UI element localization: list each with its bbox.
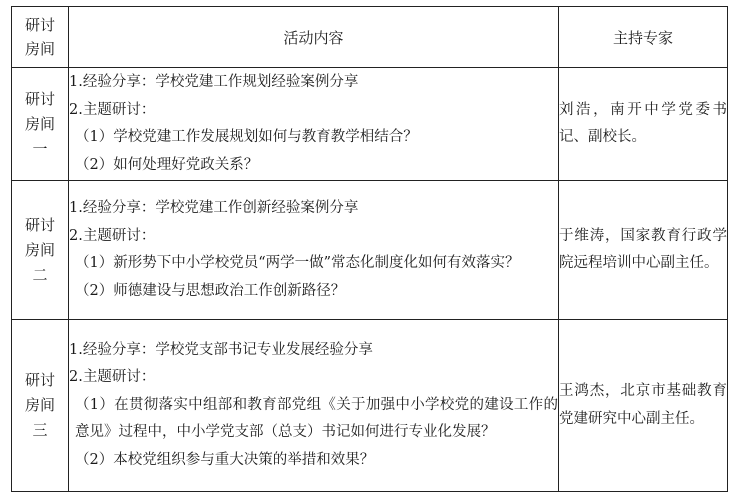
header-content: 活动内容 [69, 7, 559, 68]
room-label-line: 房间 [24, 240, 55, 259]
host-expert: 于维涛，国家教育行政学院远程培训中心副主任。 [559, 181, 728, 320]
room-label-line: 房间 [24, 114, 55, 133]
room-label-line: 房间 [24, 396, 55, 414]
host-expert: 王鸿杰，北京市基础教育党建研究中心副主任。 [559, 320, 728, 492]
room-label-line: 二 [32, 265, 48, 284]
header-room-line: 研讨 [24, 16, 55, 34]
seminar-schedule-table [11, 6, 728, 492]
activity-item: （2）本校党组织参与重大决策的举措和效果？ [75, 451, 375, 468]
activity-item: 1.经验分享：学校党建工作规划经验案例分享 [69, 74, 359, 90]
room-label-line: 一 [32, 139, 48, 158]
header-expert: 主持专家 [559, 7, 728, 68]
header-room [12, 7, 69, 68]
room-label-line: 研讨 [24, 215, 55, 234]
activity-item: 2.主题研讨： [69, 369, 156, 386]
activity-content [69, 320, 559, 492]
table-row [12, 68, 728, 181]
table-row [12, 181, 728, 320]
header-room-line: 房间 [24, 40, 55, 58]
room-label-line: 三 [32, 421, 48, 439]
activity-item: 2.主题研讨： [69, 227, 156, 244]
room-label [12, 68, 69, 181]
activity-item: （1）在贯彻落实中组部和教育部党组《关于加强中小学校党的建设工作的意见》过程中，中小学党支部（总支）书记如何进行专业化发展？ [75, 396, 558, 441]
activity-content [69, 68, 559, 181]
activity-item: 1.经验分享：学校党建工作创新经验案例分享 [69, 200, 359, 216]
table-row [12, 320, 728, 492]
room-label [12, 181, 69, 320]
room-label-line: 研讨 [24, 371, 55, 389]
activity-item: 1.经验分享：学校党支部书记专业发展经验分享 [69, 341, 373, 358]
activity-item: （1）学校党建工作发展规划如何与教育教学相结合？ [75, 129, 418, 145]
host-expert: 刘浩，南开中学党委书记、副校长。 [559, 68, 728, 181]
activity-item: （1）新形势下中小学校党员“两学一做”常态化制度化如何有效落实？ [75, 255, 520, 271]
activity-content [69, 181, 559, 320]
room-label [12, 320, 69, 492]
activity-item: （2）如何处理好党政关系？ [75, 156, 259, 173]
activity-item: 2.主题研讨： [69, 101, 156, 118]
activity-item: （2）师德建设与思想政治工作创新路径？ [75, 282, 346, 299]
table-header-row [12, 7, 728, 68]
room-label-line: 研讨 [24, 89, 55, 108]
